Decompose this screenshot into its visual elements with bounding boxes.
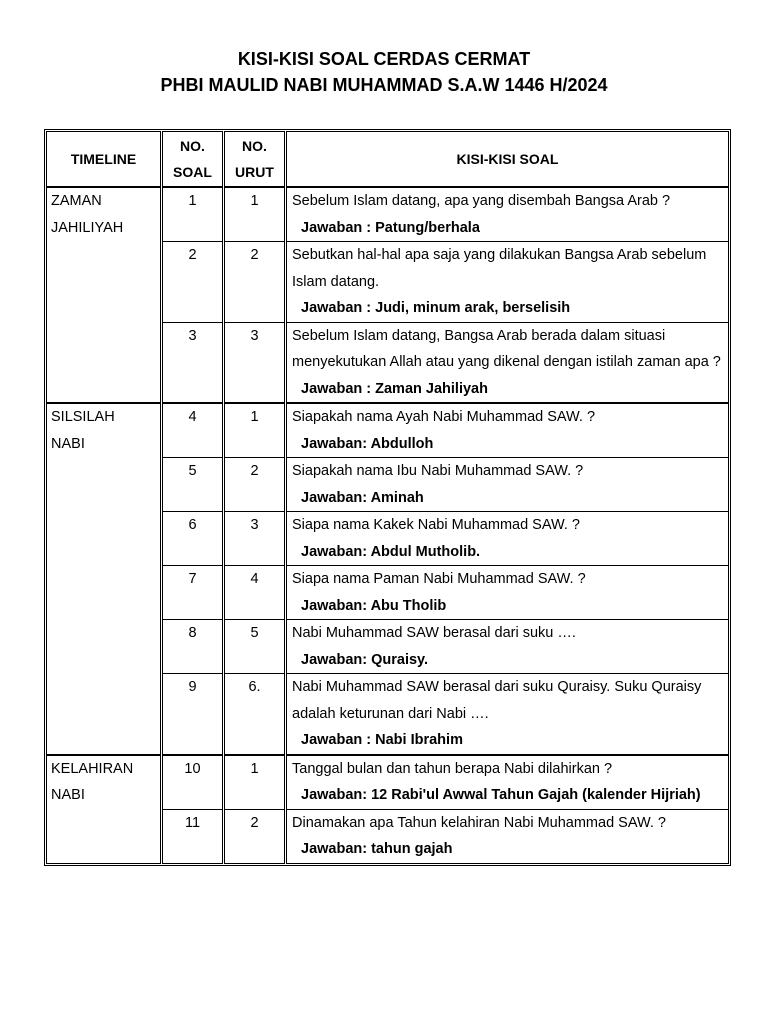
- answer-text: Jawaban: 12 Rabi'ul Awwal Tahun Gajah (kalender Hijriah): [301, 787, 701, 803]
- no-soal-cell: 6: [162, 512, 224, 566]
- question-text: Siapa nama Kakek Nabi Muhammad SAW. ?: [292, 517, 580, 533]
- answer-text: Jawaban : Zaman Jahiliyah: [301, 380, 488, 397]
- timeline-label-line1: ZAMAN: [51, 193, 102, 209]
- question-cell: [286, 620, 729, 674]
- timeline-label-line2: NABI: [51, 787, 85, 803]
- question-text: Siapa nama Paman Nabi Muhammad SAW. ?: [292, 571, 586, 587]
- timeline-label-line1: KELAHIRAN: [51, 760, 134, 777]
- kisi-table-frame: [44, 129, 731, 866]
- answer-text: Jawaban: Abdul Mutholib.: [301, 543, 481, 560]
- no-urut-cell: 3: [224, 512, 286, 566]
- no-soal-cell: 3: [162, 322, 224, 403]
- timeline-label-line2: JAHILIYAH: [51, 219, 124, 236]
- answer-text: Jawaban: tahun gajah: [301, 841, 453, 857]
- no-soal-cell: 2: [162, 242, 224, 323]
- no-urut-cell: 5: [224, 620, 286, 674]
- no-soal-cell: 4: [162, 403, 224, 458]
- question-cell: [286, 403, 729, 458]
- question-text: Sebutkan hal-hal apa saja yang dilakukan Bangsa Arab sebelum Islam datang.: [292, 247, 707, 290]
- question-text: Sebelum Islam datang, Bangsa Arab berada dalam situasi menyekutukan Allah atau yang dikenal dengan istilah zaman apa ?: [292, 327, 721, 370]
- header-no-soal-line2: SOAL: [173, 164, 212, 180]
- no-urut-cell: 2: [224, 458, 286, 512]
- question-text: Sebelum Islam datang, apa yang disembah Bangsa Arab ?: [292, 193, 671, 209]
- table-row: [47, 187, 729, 242]
- no-urut-cell: 1: [224, 403, 286, 458]
- answer-text: Jawaban: Abu Tholib: [301, 597, 447, 614]
- question-cell: [286, 755, 729, 810]
- no-soal-cell: 8: [162, 620, 224, 674]
- header-timeline: TIMELINE: [47, 132, 162, 188]
- answer-text: Jawaban: Quraisy.: [301, 651, 429, 668]
- timeline-label-line2: NABI: [51, 435, 85, 452]
- header-kisi-soal: KISI-KISI SOAL: [286, 132, 729, 188]
- question-cell: [286, 512, 729, 566]
- header-no-soal-line1: NO.: [180, 137, 205, 154]
- question-cell: [286, 322, 729, 403]
- no-urut-cell: 4: [224, 566, 286, 620]
- no-urut-cell: 1: [224, 187, 286, 242]
- answer-text: Jawaban: Abdulloh: [301, 435, 434, 452]
- timeline-label-line1: SILSILAH: [51, 409, 115, 425]
- document-title: [0, 46, 768, 98]
- no-soal-cell: 11: [162, 809, 224, 863]
- no-urut-cell: 3: [224, 322, 286, 403]
- timeline-cell-kelahiran-nabi: [47, 755, 162, 864]
- question-text: Nabi Muhammad SAW berasal dari suku ….: [292, 625, 576, 641]
- timeline-cell-zaman-jahiliyah: [47, 187, 162, 403]
- header-no-urut-line1: NO.: [242, 137, 267, 154]
- timeline-cell-silsilah-nabi: [47, 403, 162, 755]
- question-cell: [286, 809, 729, 863]
- no-urut-cell: 1: [224, 755, 286, 810]
- no-soal-cell: 7: [162, 566, 224, 620]
- no-urut-cell: 2: [224, 242, 286, 323]
- kisi-table: [46, 131, 729, 864]
- answer-text: Jawaban : Nabi Ibrahim: [301, 732, 463, 748]
- question-text: Nabi Muhammad SAW berasal dari suku Quraisy. Suku Quraisy adalah keturunan dari Nabi ….: [292, 679, 702, 722]
- header-no-soal: [162, 132, 224, 188]
- answer-text: Jawaban : Judi, minum arak, berselisih: [301, 300, 571, 316]
- question-text: Dinamakan apa Tahun kelahiran Nabi Muhammad SAW. ?: [292, 814, 666, 831]
- no-soal-cell: 5: [162, 458, 224, 512]
- table-row: [47, 403, 729, 458]
- question-text: Siapakah nama Ibu Nabi Muhammad SAW. ?: [292, 463, 584, 479]
- question-cell: [286, 242, 729, 323]
- answer-text: Jawaban: Aminah: [301, 489, 424, 506]
- no-soal-cell: 10: [162, 755, 224, 810]
- no-urut-cell: 2: [224, 809, 286, 863]
- no-soal-cell: 9: [162, 674, 224, 755]
- question-text: Tanggal bulan dan tahun berapa Nabi dilahirkan ?: [292, 760, 613, 777]
- question-cell: [286, 674, 729, 755]
- question-cell: [286, 566, 729, 620]
- table-row: [47, 755, 729, 810]
- answer-text: Jawaban : Patung/berhala: [301, 219, 480, 236]
- no-urut-cell: 6.: [224, 674, 286, 755]
- no-soal-cell: 1: [162, 187, 224, 242]
- question-text: Siapakah nama Ayah Nabi Muhammad SAW. ?: [292, 409, 596, 425]
- question-cell: [286, 187, 729, 242]
- title-line-1: KISI-KISI SOAL CERDAS CERMAT: [237, 49, 531, 69]
- header-no-urut-line2: URUT: [235, 164, 274, 180]
- header-no-urut: [224, 132, 286, 188]
- question-cell: [286, 458, 729, 512]
- title-line-2: PHBI MAULID NABI MUHAMMAD S.A.W 1446 H/2024: [160, 75, 608, 95]
- table-header-row: [47, 132, 729, 188]
